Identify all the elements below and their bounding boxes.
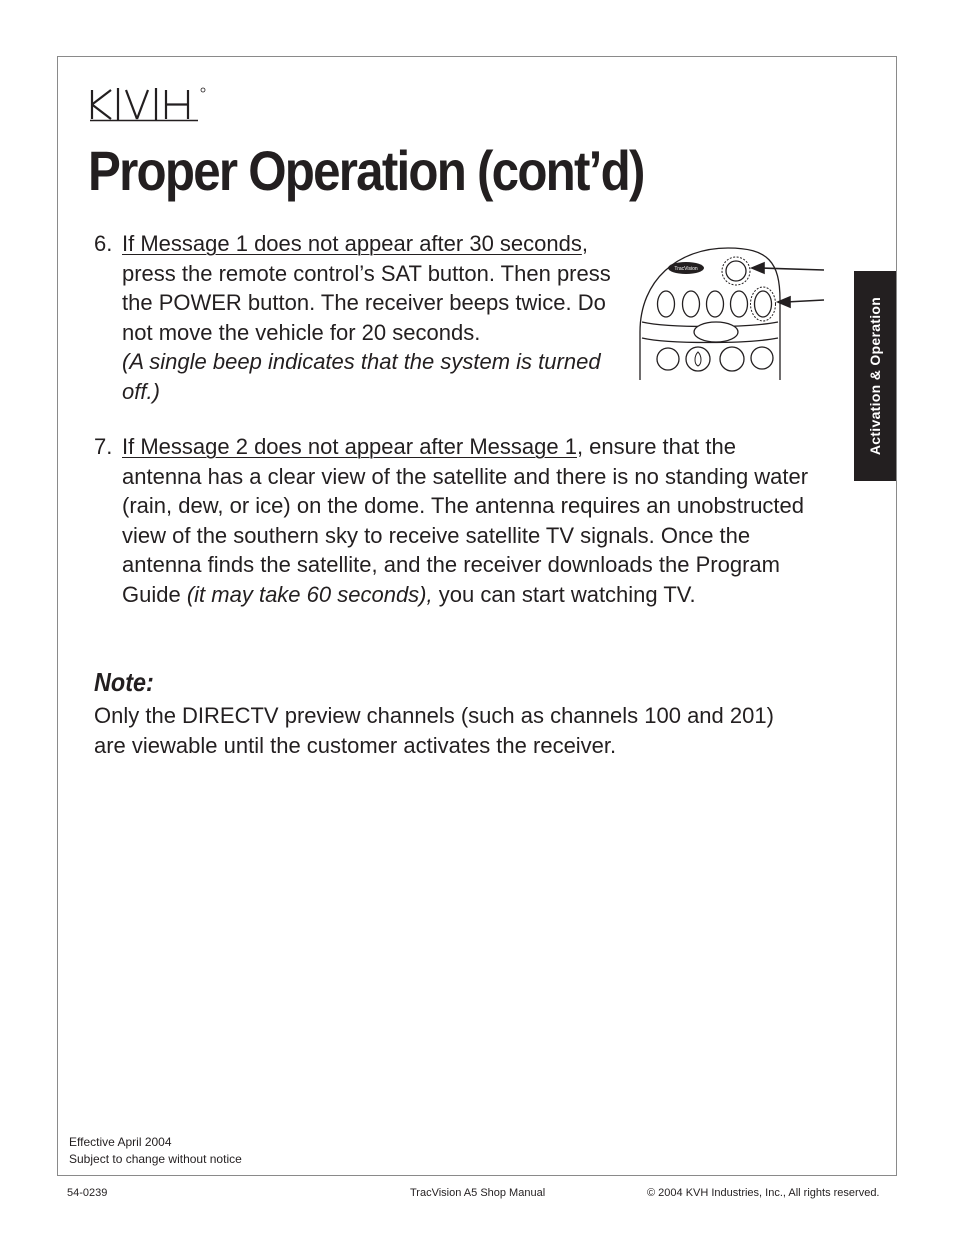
step-body — [122, 229, 632, 407]
guide-button-icon — [686, 347, 710, 371]
effective-notice — [69, 1134, 242, 1168]
kvh-logo — [90, 86, 208, 122]
step-condition: If Message 1 does not appear after 30 seconds — [122, 231, 582, 256]
step-body — [122, 432, 814, 610]
round-button-icon — [720, 347, 744, 371]
mode-button-icon — [707, 291, 724, 317]
effective-date: Effective April 2004 — [69, 1135, 172, 1149]
note-text: Only the DIRECTV preview channels (such as channels 100 and 201) are viewable until the customer activates the receiver. — [94, 703, 774, 758]
manual-title: TracVision A5 Shop Manual — [410, 1187, 546, 1199]
power-button-icon — [751, 287, 776, 321]
mode-button-icon — [658, 291, 675, 317]
mode-button-icon — [683, 291, 700, 317]
step-number: 7. — [94, 434, 113, 459]
section-tab-label: Activation & Operation — [867, 296, 883, 456]
round-button-icon — [657, 348, 679, 370]
page-border — [57, 56, 897, 1176]
badge-label: TracVision — [674, 266, 698, 272]
step-italic-note: (it may take 60 seconds), — [186, 581, 433, 607]
step-italic-note: (A single beep indicates that the system is turned off.) — [122, 349, 601, 404]
copyright: © 2004 KVH Industries, Inc., All rights reserved. — [647, 1187, 880, 1199]
remote-control-illustration — [628, 240, 828, 385]
round-button-icon — [751, 347, 773, 369]
note-heading: Note: — [94, 667, 154, 697]
change-notice: Subject to change without notice — [69, 1152, 242, 1166]
center-button-icon — [694, 322, 738, 342]
step-number: 6. — [94, 231, 113, 256]
mode-button-icon — [731, 291, 748, 317]
step-instructions: , press the remote control’s SAT button. Then press the POWER button. The receiver beeps twice. Do not move the vehicle for 20 seconds. — [122, 231, 611, 345]
tracvision-badge — [668, 262, 704, 274]
document-number: 54-0239 — [67, 1187, 108, 1199]
sat-button-icon — [722, 257, 750, 285]
step-condition: If Message 2 does not appear after Message 1 — [122, 434, 577, 459]
step-instructions-end: you can start watching TV. — [438, 581, 696, 607]
page-title: Proper Operation (cont’d) — [88, 139, 644, 202]
section-tab — [854, 271, 896, 481]
step-instructions: , ensure that the antenna has a clear view of the satellite and there is no standing water (rain, dew, or ice) on the dome. The antenna requires an unobstructed view of the southern sky to receive satellite TV signals. Once the antenna finds the satellite, and the receiver downloads the Program Guide — [122, 434, 809, 607]
